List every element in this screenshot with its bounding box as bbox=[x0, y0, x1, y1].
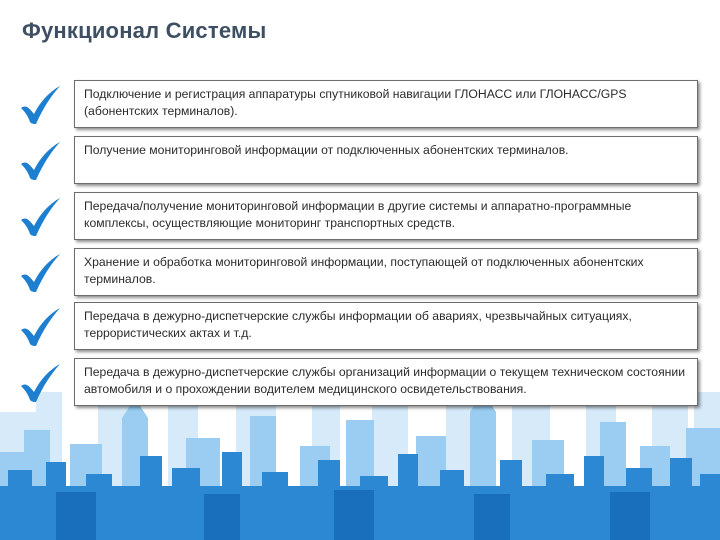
list-item bbox=[0, 302, 720, 350]
checkmark-icon bbox=[18, 252, 62, 294]
feature-text-box: Передача/получение мониторинговой информации в другие системы и аппаратно-программные комплексы, осуществляющие мониторинг транспортных средств. bbox=[74, 192, 698, 240]
checkmark-icon bbox=[18, 140, 62, 182]
feature-text-box: Получение мониторинговой информации от подключенных абонентских терминалов. bbox=[74, 136, 698, 184]
feature-text-box: Передача в дежурно-диспетчерские службы информации об авариях, чрезвычайных ситуациях, террористических актах и т.д. bbox=[74, 302, 698, 350]
list-item bbox=[0, 136, 720, 184]
checkmark-icon bbox=[18, 306, 62, 348]
page-title: Функционал Системы bbox=[22, 18, 267, 43]
checkmark-icon bbox=[18, 84, 62, 126]
list-item bbox=[0, 80, 720, 128]
list-item bbox=[0, 248, 720, 296]
checkmark-icon bbox=[18, 362, 62, 404]
feature-text-box: Подключение и регистрация аппаратуры спутниковой навигации ГЛОНАСС или ГЛОНАСС/GPS (абонентских терминалов). bbox=[74, 80, 698, 128]
feature-text-box: Передача в дежурно-диспетчерские службы организаций информации о текущем техническом состоянии автомобиля и о прохождении водителем медицинского освидетельствования. bbox=[74, 358, 698, 406]
checkmark-icon bbox=[18, 196, 62, 238]
list-item bbox=[0, 358, 720, 406]
list-item bbox=[0, 192, 720, 240]
feature-text-box: Хранение и обработка мониторинговой информации, поступающей от подключенных абонентских терминалов. bbox=[74, 248, 698, 296]
